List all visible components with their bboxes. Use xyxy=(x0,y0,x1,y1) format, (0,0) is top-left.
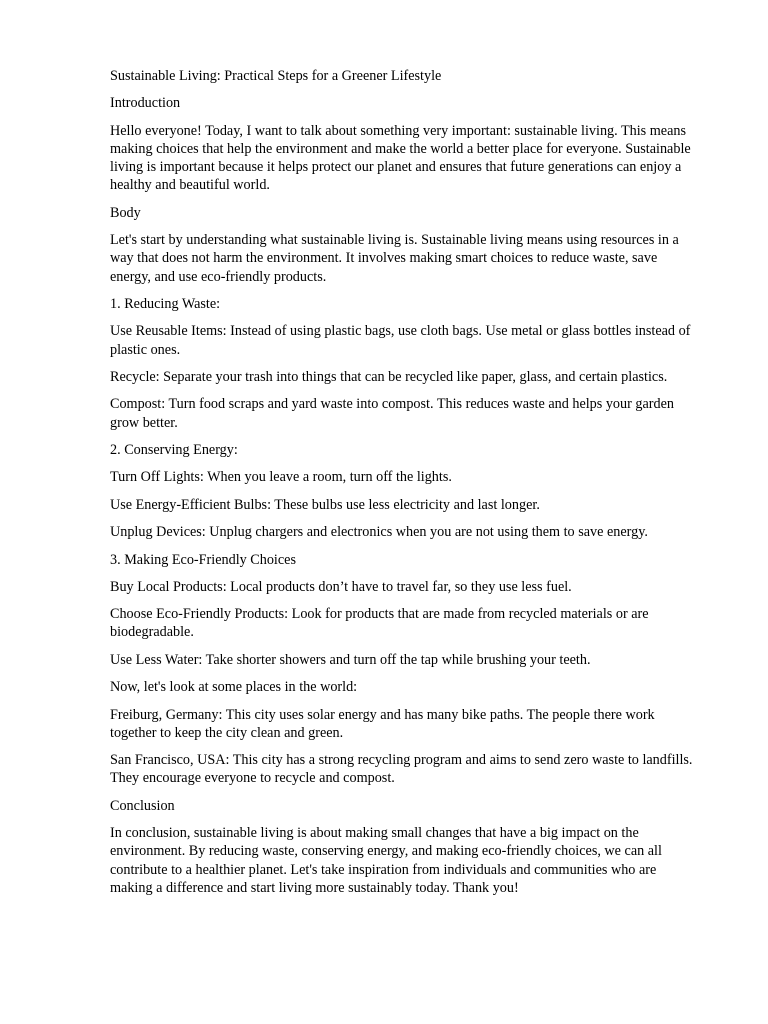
tip-compost: Compost: Turn food scraps and yard waste into compost. This reduces waste and helps your garden grow better. xyxy=(110,396,674,431)
tip-less-water: Use Less Water: Take shorter showers and turn off the tap while brushing your teeth. xyxy=(110,651,591,668)
intro-paragraph: Hello everyone! Today, I want to talk about something very important: sustainable living. This means making choices that help the environment and make the world a better place for everyone. Sustainable living is important because it helps protect our planet and ensures that future generations can enjoy a healthy and beautiful world. xyxy=(110,122,691,194)
tip-efficient-bulbs: Use Energy-Efficient Bulbs: These bulbs use less electricity and last longer. xyxy=(110,496,540,513)
place-freiburg: Freiburg, Germany: This city uses solar energy and has many bike paths. The people there work together to keep the city clean and green. xyxy=(110,706,655,741)
subheading-reducing-waste: 1. Reducing Waste: xyxy=(110,295,221,312)
body-paragraph: Let's start by understanding what sustainable living is. Sustainable living means using resources in a way that does not harm the environment. It involves making smart choices to reduce waste, save energy, and use eco-friendly products. xyxy=(110,232,679,285)
section-heading-introduction: Introduction xyxy=(110,95,181,112)
tip-turn-off-lights: Turn Off Lights: When you leave a room, turn off the lights. xyxy=(110,469,452,486)
section-heading-body: Body xyxy=(110,204,141,221)
places-intro: Now, let's look at some places in the world: xyxy=(110,679,358,696)
document-title: Sustainable Living: Practical Steps for a Greener Lifestyle xyxy=(110,68,442,84)
subheading-conserving-energy: 2. Conserving Energy: xyxy=(110,441,238,458)
tip-unplug-devices: Unplug Devices: Unplug chargers and electronics when you are not using them to save energy. xyxy=(110,524,648,541)
subheading-eco-friendly-choices: 3. Making Eco-Friendly Choices xyxy=(110,551,296,568)
tip-eco-friendly-products: Choose Eco-Friendly Products: Look for products that are made from recycled materials or are biodegradable. xyxy=(110,606,649,641)
conclusion-paragraph: In conclusion, sustainable living is about making small changes that have a big impact on the environment. By reducing waste, conserving energy, and making eco-friendly choices, we can all contribute to a healthier planet. Let's take inspiration from individuals and communities who are making a difference and start living more sustainably today. Thank you! xyxy=(110,825,662,896)
tip-buy-local: Buy Local Products: Local products don’t have to travel far, so they use less fuel. xyxy=(110,578,572,595)
place-san-francisco: San Francisco, USA: This city has a strong recycling program and aims to send zero waste to landfills. They encourage everyone to recycle and compost. xyxy=(110,752,693,787)
section-heading-conclusion: Conclusion xyxy=(110,797,175,814)
tip-recycle: Recycle: Separate your trash into things that can be recycled like paper, glass, and certain plastics. xyxy=(110,368,668,385)
tip-reusable-items: Use Reusable Items: Instead of using plastic bags, use cloth bags. Use metal or glass bottles instead of plastic ones. xyxy=(110,323,691,358)
